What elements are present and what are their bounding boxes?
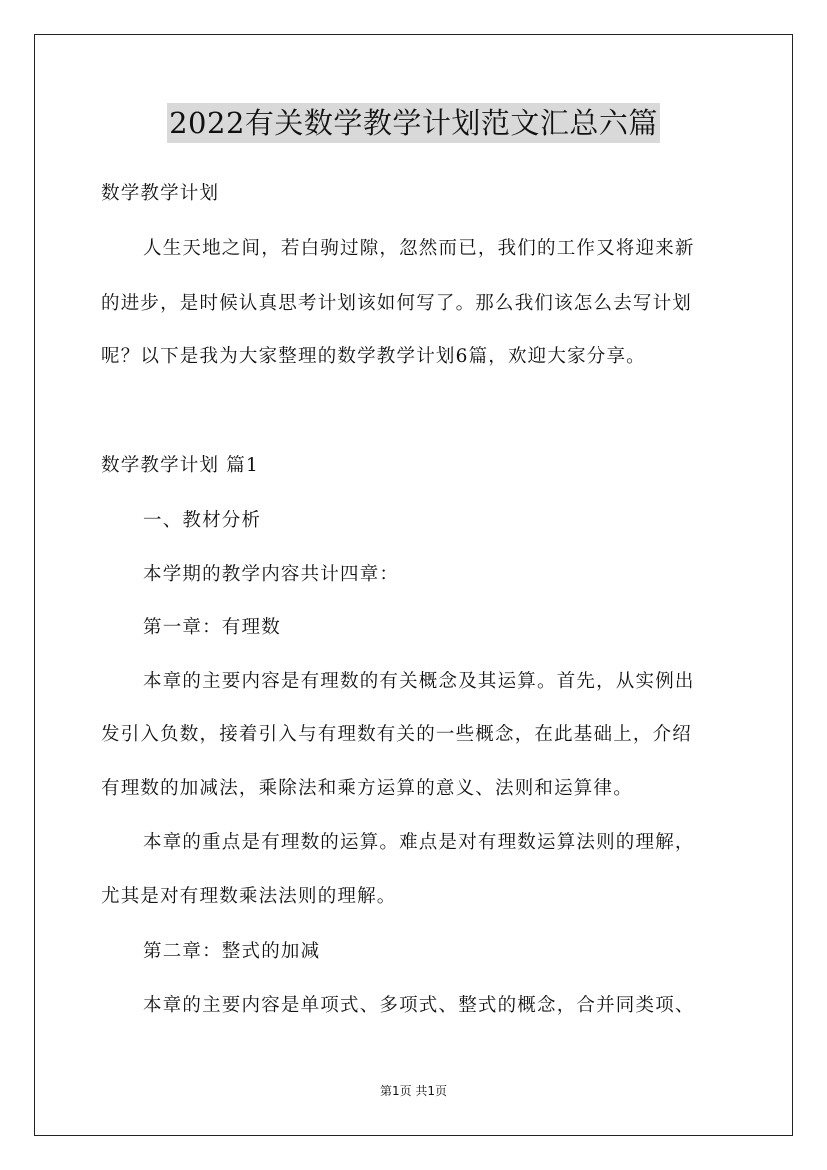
subheading: 一、教材分析 [143, 510, 262, 531]
chapter-heading: 第二章：整式的加减 [143, 941, 321, 962]
page-footer: 第1页 共1页 [379, 1084, 448, 1098]
paragraph-line: 发引入负数，接着引入与有理数有关的一些概念，在此基础上，介绍 [101, 724, 693, 745]
title-container [0, 103, 827, 143]
section-heading: 数学教学计划 [101, 183, 220, 204]
paragraph-line: 的进步，是时候认真思考计划该如何写了。那么我们该怎么去写计划 [101, 293, 693, 314]
paragraph-line: 本章的主要内容是单项式、多项式、整式的概念，合并同类项、 [143, 995, 695, 1016]
paragraph-line: 有理数的加减法，乘除法和乘方运算的意义、法则和运算律。 [101, 778, 633, 799]
paragraph-line: 人生天地之间，若白驹过隙，忽然而已，我们的工作又将迎来新 [143, 238, 695, 259]
chapter-heading: 第一章：有理数 [143, 617, 281, 638]
section-heading: 数学教学计划 篇1 [101, 455, 259, 476]
paragraph-line: 尤其是对有理数乘法法则的理解。 [101, 886, 397, 907]
paragraph-line: 本章的重点是有理数的运算。难点是对有理数运算法则的理解， [143, 832, 695, 853]
paragraph-line: 本学期的教学内容共计四章： [143, 564, 400, 585]
paragraph-line: 呢？以下是我为大家整理的数学教学计划6篇，欢迎大家分享。 [101, 346, 646, 367]
document-title: 2022有关数学教学计划范文汇总六篇 [167, 103, 660, 143]
paragraph-line: 本章的主要内容是有理数的有关概念及其运算。首先，从实例出 [143, 671, 695, 692]
